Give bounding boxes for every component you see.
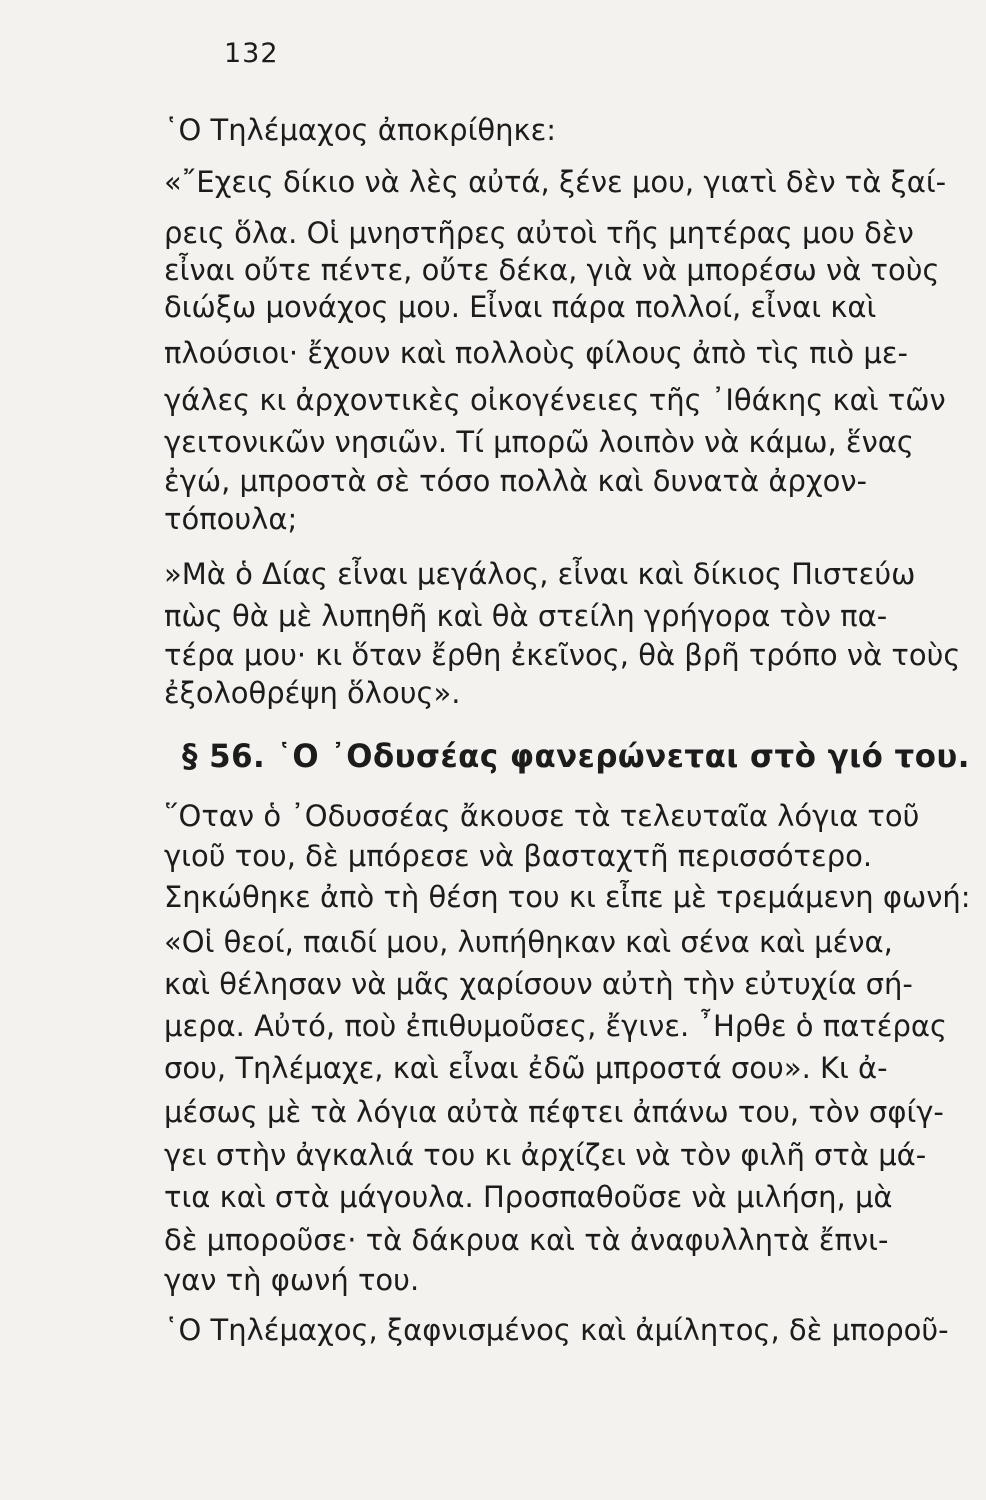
text-line: ρεις ὅλα. Οἱ μνηστῆρες αὐτοὶ τῆς μητέρας μου δὲν xyxy=(164,216,914,250)
text-line: μερα. Αὐτό, ποὺ ἐπιθυμοῦσες, ἔγινε. ῏Ηρθε ὁ πατέρας xyxy=(164,1009,948,1043)
text-line: σου, Τηλέμαχε, καὶ εἶναι ἐδῶ μπροστά σου». Κι ἀ- xyxy=(164,1051,888,1085)
text-line: ῞Οταν ὁ ᾿Οδυσσέας ἄκουσε τὰ τελευταῖα λόγια τοῦ xyxy=(164,799,920,833)
page-number: 132 xyxy=(224,38,279,69)
text-line: ἐξολοθρέψη ὅλους». xyxy=(164,676,461,710)
text-line: «Οἱ θεοί, παιδί μου, λυπήθηκαν καὶ σένα καὶ μένα, xyxy=(164,925,893,959)
text-line: ἐγώ, μπροστὰ σὲ τόσο πολλὰ καὶ δυνατὰ ἀρχον- xyxy=(164,464,868,498)
text-line: ῾Ο Τηλέμαχος, ξαφνισμένος καὶ ἀμίλητος, δὲ μποροῦ- xyxy=(164,1313,949,1347)
text-line: τόπουλα; xyxy=(164,502,298,536)
text-line: »Μὰ ὁ Δίας εἶναι μεγάλος, εἶναι καὶ δίκιος Πιστεύω xyxy=(164,557,916,591)
section-heading: § 56. ῾Ο ᾿Οδυσέας φανερώνεται στὸ γιό του. xyxy=(182,737,970,775)
text-line: τια καὶ στὰ μάγουλα. Προσπαθοῦσε νὰ μιλήση, μὰ xyxy=(164,1180,893,1214)
text-line: γειτονικῶν νησιῶν. Τί μπορῶ λοιπὸν νὰ κάμω, ἕνας xyxy=(164,425,914,459)
text-line: μέσως μὲ τὰ λόγια αὐτὰ πέφτει ἀπάνω του, τὸν σφίγ- xyxy=(164,1095,944,1129)
text-line: γει στὴν ἀγκαλιά του κι ἀρχίζει νὰ τὸν φιλῆ στὰ μά- xyxy=(164,1138,927,1172)
text-line: πὼς θὰ μὲ λυπηθῆ καὶ θὰ στείλη γρήγορα τὸν πα- xyxy=(164,599,888,633)
text-line: Σηκώθηκε ἀπὸ τὴ θέση του κι εἶπε μὲ τρεμάμενη φωνή: xyxy=(164,880,971,914)
text-line: πλούσιοι· ἔχουν καὶ πολλοὺς φίλους ἀπὸ τὶς πιὸ με- xyxy=(164,336,908,370)
text-line: γάλες κι ἀρχοντικὲς οἰκογένειες τῆς ᾿Ιθάκης καὶ τῶν xyxy=(164,383,946,417)
text-line: εἶναι οὔτε πέντε, οὔτε δέκα, γιὰ νὰ μπορέσω νὰ τοὺς xyxy=(164,253,940,287)
text-line: γαν τὴ φωνή του. xyxy=(164,1263,420,1297)
text-line: γιοῦ του, δὲ μπόρεσε νὰ βασταχτῆ περισσότερο. xyxy=(164,839,873,873)
text-line: τέρα μου· κι ὅταν ἔρθη ἐκεῖνος, θὰ βρῆ τρόπο νὰ τοὺς xyxy=(164,638,961,672)
text-line: διώξω μονάχος μου. Εἶναι πάρα πολλοί, εἶναι καὶ xyxy=(164,290,877,324)
text-line: καὶ θέλησαν νὰ μᾶς χαρίσουν αὐτὴ τὴν εὐτυχία σή- xyxy=(164,967,913,1001)
text-line: δὲ μποροῦσε· τὰ δάκρυα καὶ τὰ ἀναφυλλητὰ ἔπνι- xyxy=(164,1223,889,1257)
text-line: «῎Εχεις δίκιο νὰ λὲς αὐτά, ξένε μου, γιατὶ δὲν τὰ ξαί- xyxy=(164,165,947,199)
text-line: ῾Ο Τηλέμαχος ἀποκρίθηκε: xyxy=(164,113,557,147)
